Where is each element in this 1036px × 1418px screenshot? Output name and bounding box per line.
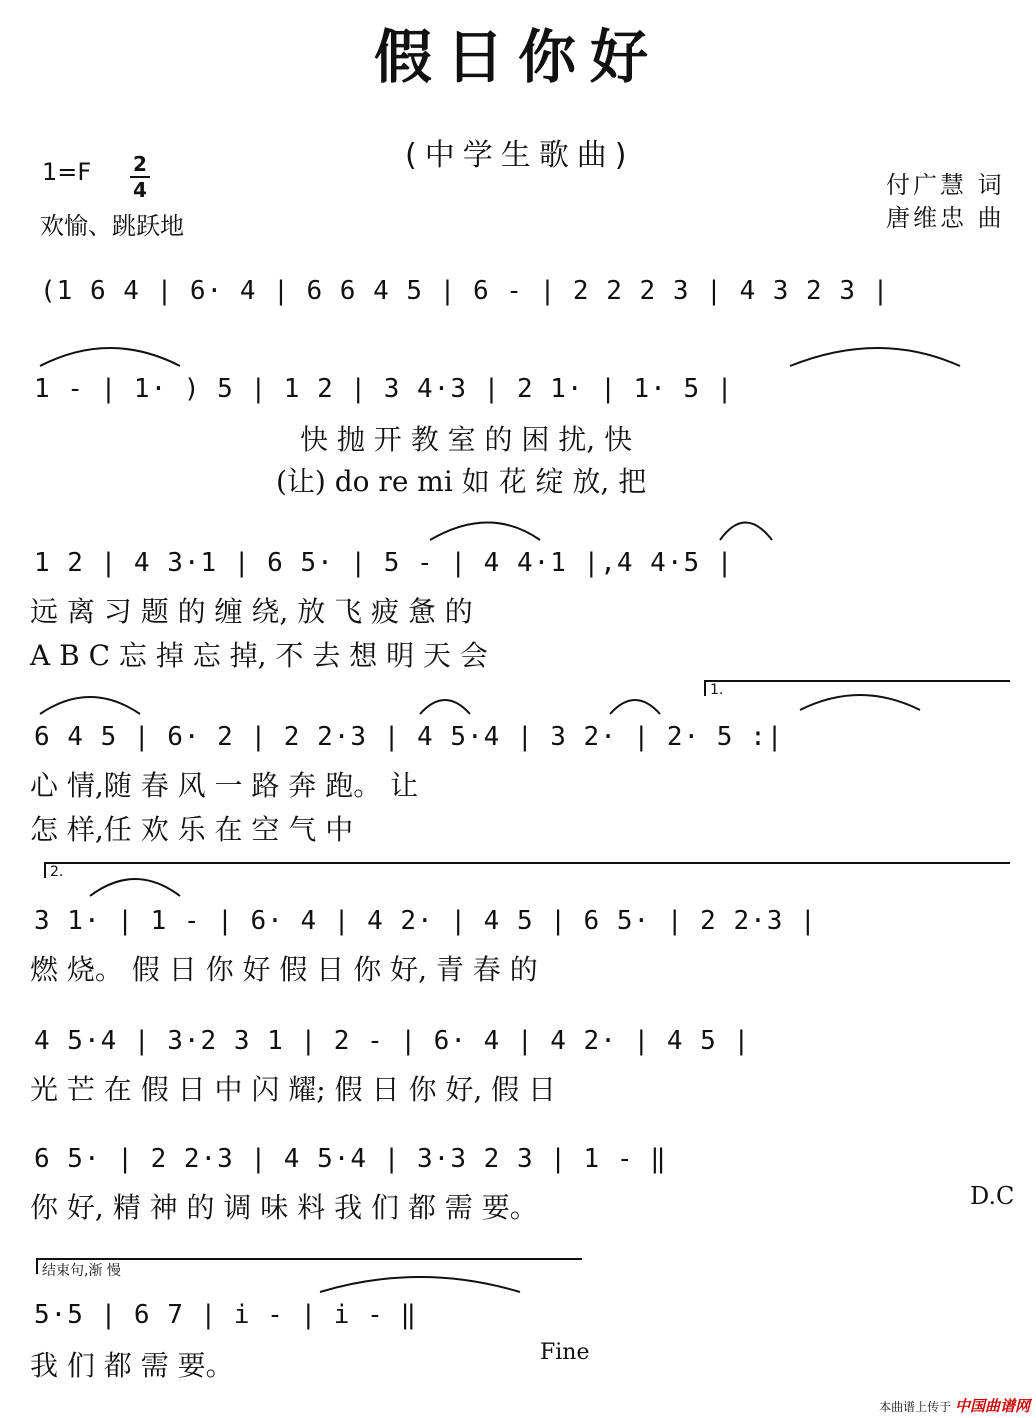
lyrics-verse-1: 光 芒 在 假 日 中 闪 耀; 假 日 你 好, 假 日 xyxy=(30,1073,557,1106)
lyrics-verse-1: 快 抛 开 教 室 的 困 扰, 快 xyxy=(300,423,633,456)
volta-2: 2. xyxy=(44,862,1010,878)
score-row-notes: 1 - | 1· ) 5 | 1 2 | 3 4·3 | 2 1· | 1· 5 | xyxy=(34,374,734,404)
footer-site-logo: 中国曲谱网 xyxy=(954,1397,1030,1415)
lyrics-verse-1: 远 离 习 题 的 缠 绕, 放 飞 疲 惫 的 xyxy=(30,595,473,628)
time-signature-top: 2 xyxy=(133,152,147,176)
lyricist-credit: 付广慧 词 xyxy=(886,171,1005,199)
footer-text: 本曲谱上传于 xyxy=(879,1400,952,1414)
score-row-notes: 5·5 | 6 7 | i - | i - ‖ xyxy=(34,1300,418,1330)
song-title: 假日你好 xyxy=(373,23,662,91)
lyrics-verse-1: 燃 烧。 假 日 你 好 假 日 你 好, 青 春 的 xyxy=(30,953,538,986)
score-row-notes: 4 5·4 | 3·2 3 1 | 2 - | 6· 4 | 4 2· | 4 5 | xyxy=(34,1026,751,1056)
lyrics-verse-2: 怎 样,任 欢 乐 在 空 气 中 xyxy=(30,813,354,846)
score-row-notes: (1 6 4 | 6· 4 | 6 6 4 5 | 6 - | 2 2 2 3 | 4 3 2 3 | xyxy=(40,276,890,306)
lyrics-verse-2: A B C 忘 掉 忘 掉, 不 去 想 明 天 会 xyxy=(30,639,488,672)
song-subtitle: (中学生歌曲) xyxy=(405,138,635,173)
key-signature: 1=F xyxy=(42,158,92,186)
score-row-notes: 6 5· | 2 2·3 | 4 5·4 | 3·3 2 3 | 1 - ‖ xyxy=(34,1144,667,1174)
lyrics-verse-1: 你 好, 精 神 的 调 味 料 我 们 都 需 要。 xyxy=(30,1191,538,1224)
lyrics-verse-1: 心 情,随 春 风 一 路 奔 跑。 让 xyxy=(30,769,419,802)
tempo-marking: 欢愉、跳跃地 xyxy=(40,212,184,240)
lyrics-verse-2: (让) do re mi 如 花 绽 放, 把 xyxy=(276,465,647,498)
da-capo-marking: D.C xyxy=(970,1182,1015,1210)
volta-ending: 结束句,渐 慢 xyxy=(36,1258,582,1274)
fine-marking: Fine xyxy=(540,1340,590,1365)
score-row-notes: 6 4 5 | 6· 2 | 2 2·3 | 4 5·4 | 3 2· | 2· 5 :| xyxy=(34,722,784,752)
score-row-notes: 3 1· | 1 - | 6· 4 | 4 2· | 4 5 | 6 5· | 2 2·3 | xyxy=(34,906,817,936)
volta-1: 1. xyxy=(704,680,1010,696)
time-signature-bottom: 4 xyxy=(133,178,147,202)
composer-credit: 唐维忠 曲 xyxy=(886,204,1005,232)
score-row-notes: 1 2 | 4 3·1 | 6 5· | 5 - | 4 4·1 |,4 4·5 | xyxy=(34,548,734,578)
footer-credit xyxy=(879,1395,1030,1416)
lyrics-verse-1: 我 们 都 需 要。 xyxy=(30,1349,234,1382)
